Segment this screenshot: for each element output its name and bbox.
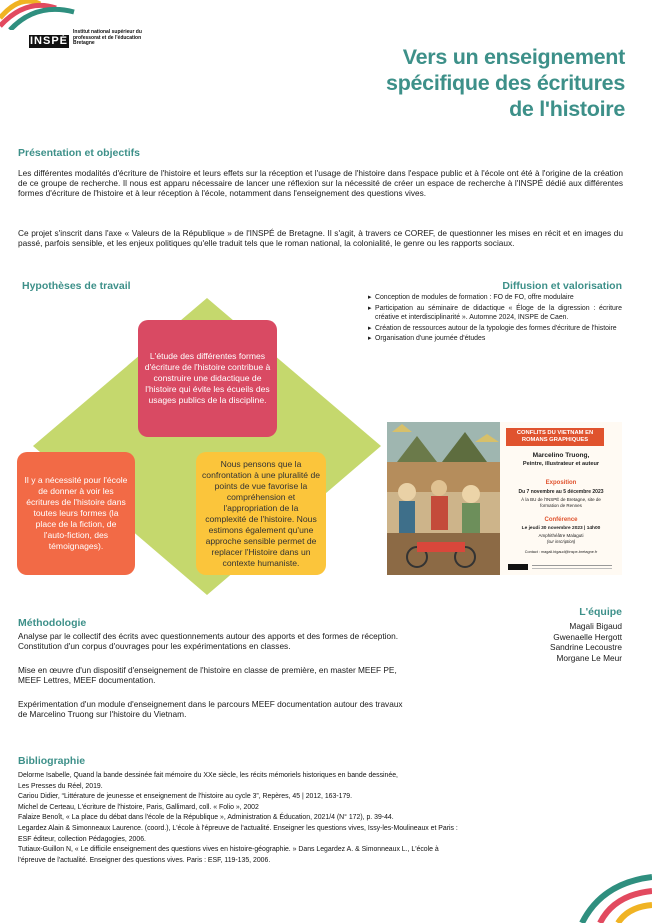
list-item: ▸ Participation au séminaire de didactique « Éloge de la digression : écriture créative et interdisciplinarité ». Automne 2024, INSPE de Caen. — [368, 304, 622, 323]
conference-label: Conférence — [544, 517, 578, 523]
methodologie-paragraph-1: Analyse par le collectif des écrits avec questionnements autour des apports et des formes de réception. Constitution d'un corpus d'ouvrages pour les expérimentations en classes. — [18, 631, 399, 652]
list-item: ▸ Organisation d'une journée d'études — [368, 334, 622, 344]
methodologie-paragraph-3: Expérimentation d'un module d'enseignement dans le parcours MEEF documentation autour des travaux de Marcelino Truong sur l'histoire du Vietnam. — [18, 699, 403, 720]
methodologie-heading: Méthodologie — [18, 617, 87, 629]
expo-place: À la BU de l'INSPÉ de Bretagne, site de formation de Rennes — [521, 497, 601, 508]
event-author: Marcelino Truong, — [532, 452, 590, 459]
footer-divider — [532, 565, 612, 566]
team-member: Morgane Le Meur — [556, 653, 622, 664]
logo-institution-text: Institut national supérieur du professorat et de l'éducation Bretagne — [73, 29, 142, 46]
title-line: Vers un enseignement — [402, 45, 625, 69]
footer-divider — [532, 568, 612, 569]
inspe-logo: INSPÉ — [29, 35, 68, 47]
bibliographie-heading: Bibliographie — [18, 755, 86, 767]
bibliography-list — [18, 771, 578, 866]
bibliography-entry: Cariou Didier, “Littérature de jeunesse et enseignement de l'histoire au cycle 3”, Repères, 45 | 2012, 163-179. — [18, 793, 353, 801]
expo-label: Exposition — [545, 480, 577, 486]
list-item: ▸ Conception de modules de formation : FO de FO, offre modulaire — [368, 293, 622, 303]
hypothesis-box-top: L'étude des différentes formes d'écriture de l'histoire contribue à construire une didactique de l'histoire qui évite les écueils des usages publics de la discipline. — [138, 320, 277, 437]
hypotheses-heading: Hypothèses de travail — [22, 280, 131, 292]
equipe-heading: L'équipe — [579, 606, 622, 618]
bibliography-entry: l'épreuve de l'actualité. Enseigner des questions vives. Paris : ESF, 119-135, 2006. — [18, 856, 271, 864]
presentation-heading: Présentation et objectifs — [18, 147, 140, 159]
event-info-panel — [500, 422, 622, 575]
footer-logo — [508, 564, 528, 570]
event-contact: Contact : magali.bigaud@inspe-bretagne.fr — [524, 550, 598, 554]
conference-note: (sur inscription) — [546, 539, 576, 544]
list-item: ▸ Création de ressources autour de la typologie des formes d'écriture de l'histoire — [368, 324, 622, 334]
presentation-paragraph-1: Les différentes modalités d'écriture de l'histoire et leurs effets sur la réception et l'usage de l'histoire dans l'espace public et à l'école ont été à l'origine de la création de ce groupe de recherche. Il nous est apparu nécessaire de lancer une réflexion sur la nécessité de créer un espace de recherche à l'INSPÉ dédié aux différentes formes d'écriture de l'histoire et à leur réception à l'école, notamment dans l'enseignement des questions vives. — [18, 168, 623, 199]
hypothesis-box-right: Nous pensons que la confrontation à une pluralité de points de vue favorise la compréhension et l'appropriation de la complexité de l'histoire. Nous estimons également qu'une approche sensible permet de replacer l'Histoire dans un contexte humaniste. — [196, 452, 326, 575]
expo-dates: Du 7 novembre au 5 décembre 2023 — [518, 489, 604, 495]
methodologie-paragraph-2: Mise en œuvre d'un dispositif d'enseignement de l'histoire en classe de première, en master MEEF PE, MEEF Lettres, MEEF documentation. — [18, 665, 397, 686]
conference-place: Amphithéâtre Malaguti — [538, 533, 584, 538]
diffusion-list — [368, 293, 622, 345]
poster-title — [335, 44, 625, 122]
team-list — [502, 621, 622, 664]
bibliography-entry: Les Presses du Réel, 2019. — [18, 782, 103, 790]
decorative-arcs-bottom — [552, 863, 652, 923]
bibliography-entry: Falaize Benoît, « La place du débat dans l'école de la République », Administration & Éducation, 2021/4 (N° 172), p. 39-44. — [18, 814, 394, 822]
event-author-role: Peintre, illustrateur et auteur — [522, 461, 600, 467]
team-member: Sandrine Lecoustre — [550, 642, 622, 653]
presentation-paragraph-2: Ce projet s'inscrit dans l'axe « Valeurs de la République » de l'INSPÉ de Bretagne. Il s'agit, à travers ce COREF, de questionner les mises en récit et en images du passé, parfois sensible, et les enjeux politiques qu'elle traduit tels que le roman national, la colonialité, le genre ou les rapports sociaux. — [18, 228, 623, 249]
conference-date: Le jeudi 30 novembre 2023 | 14h00 — [521, 526, 601, 531]
bibliography-entry: Tutiaux-Guillon N, « Le difficile enseignement des questions vives en histoire-géographie. » Dans Legardez A. & Simonneaux L., L'école à — [18, 846, 439, 854]
bibliography-entry: Michel de Certeau, L'écriture de l'histoire, Paris, Gallimard, coll. « Folio », 2002 — [18, 803, 259, 811]
bibliography-entry: Delorme Isabelle, Quand la bande dessinée fait mémoire du XXe siècle, les récits mémoriels historiques en bande dessinée, — [18, 772, 398, 779]
title-line: de l'histoire — [509, 97, 625, 121]
team-member: Magali Bigaud — [569, 621, 622, 631]
decorative-arcs-top — [0, 0, 80, 30]
bibliography-entry: ESF éditeur, collection Pédagogies, 2006. — [18, 835, 146, 843]
hypothesis-box-left: Il y a nécessité pour l'école de donner à voir les écritures de l'histoire dans toutes leurs formes (la place de la fiction, de l'auto-fiction, des témoignages). — [17, 452, 135, 575]
comic-illustration — [387, 422, 500, 575]
event-banner: CONFLITS DU VIETNAM EN ROMANS GRAPHIQUES — [506, 428, 604, 446]
title-line: spécifique des écritures — [386, 71, 625, 95]
team-member: Gwenaelle Hergott — [553, 631, 622, 642]
bibliography-entry: Legardez Alain & Simonneaux Laurence. (coord.), L'école à l'épreuve de l'actualité. Enseigner les questions vives, Issy-les-Moulineaux et Paris : — [18, 824, 458, 832]
diffusion-heading: Diffusion et valorisation — [502, 280, 622, 292]
